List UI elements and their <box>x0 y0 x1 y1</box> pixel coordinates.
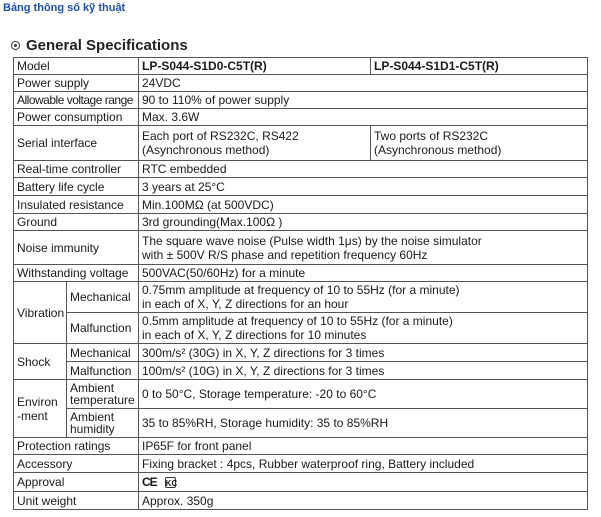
cell-line: -ment <box>17 408 48 423</box>
cell-line: Environ <box>17 394 58 409</box>
section-title: General Specifications <box>26 36 188 54</box>
cell-line: temperature <box>70 393 135 407</box>
cell-line: 0.75mm amplitude at frequency of 10 to 55Hz (for a minute) <box>142 283 460 297</box>
table-row <box>14 161 588 178</box>
row-value <box>139 473 588 492</box>
serial-b-cell <box>371 126 588 161</box>
ce-mark-icon: CE <box>142 475 157 489</box>
row-value: Min.100MΩ (at 500VDC) <box>139 196 588 214</box>
cell-line: with ± 500V R/S phase and repetition frequency 60Hz <box>142 247 428 262</box>
table-row <box>14 92 588 109</box>
sub-label <box>67 409 139 438</box>
row-label: Approval <box>14 473 139 492</box>
table-row <box>14 362 588 380</box>
table-row <box>14 126 588 161</box>
serial-a-cell <box>139 126 371 161</box>
row-value: RTC embedded <box>139 161 588 178</box>
row-value: Approx. 350g <box>139 492 588 510</box>
cell-line: Two ports of RS232C <box>374 129 489 143</box>
row-label: Accessory <box>14 455 139 473</box>
row-value: Max. 3.6W <box>139 109 588 126</box>
row-label: Withstanding voltage <box>14 265 139 282</box>
row-value: 90 to 110% of power supply <box>139 92 588 109</box>
row-value: 35 to 85%RH, Storage humidity: 35 to 85%RH <box>139 409 588 438</box>
table-row <box>14 455 588 473</box>
section-heading <box>11 35 188 55</box>
table-row <box>14 344 588 362</box>
cell-line: Ambient <box>70 410 115 424</box>
row-label: Model <box>14 58 139 75</box>
table-row <box>14 75 588 92</box>
table-row <box>14 265 588 282</box>
row-label: Allowable voltage range <box>14 92 139 109</box>
table-row <box>14 178 588 196</box>
model-a-cell: LP-S044-S1D0-C5T(R) <box>139 58 371 75</box>
table-row <box>14 214 588 231</box>
row-label: Protection ratings <box>14 438 139 455</box>
cell-line: (Asynchronous method) <box>142 143 270 157</box>
table-row <box>14 196 588 214</box>
sub-label: Mechanical <box>67 344 139 362</box>
row-value <box>139 282 588 313</box>
sub-label: Malfunction <box>67 313 139 344</box>
row-value <box>139 231 588 265</box>
table-row <box>14 231 588 265</box>
table-row <box>14 380 588 409</box>
row-value: Fixing bracket : 4pcs, Rubber waterproof ring, Battery included <box>139 455 588 473</box>
cell-line: in each of X, Y, Z directions for 10 minutes <box>142 328 367 342</box>
row-label <box>14 380 67 438</box>
row-value: 300m/s² (30G) in X, Y, Z directions for 3 times <box>139 344 588 362</box>
table-row <box>14 409 588 438</box>
table-row <box>14 492 588 510</box>
cell-line: 0.5mm amplitude at frequency of 10 to 55Hz (for a minute) <box>142 314 453 328</box>
row-label: Unit weight <box>14 492 139 510</box>
table-row <box>14 438 588 455</box>
cell-line: The square wave noise (Pulse width 1μs) by the noise simulator <box>142 233 482 248</box>
table-row <box>14 473 588 492</box>
row-label: Shock <box>14 344 67 380</box>
row-value: 24VDC <box>139 75 588 92</box>
kc-mark-icon: KC <box>165 478 178 488</box>
approval-marks <box>142 475 176 489</box>
bullet-icon <box>11 41 20 50</box>
row-label: Ground <box>14 214 139 231</box>
cell-line: Each port of RS232C, RS422 <box>142 129 299 143</box>
cell-line: humidity <box>70 422 115 436</box>
sub-label: Malfunction <box>67 362 139 380</box>
cell-line: (Asynchronous method) <box>374 143 502 157</box>
spec-sheet-link[interactable]: Bảng thông số kỹ thuật <box>3 2 126 14</box>
row-label: Battery life cycle <box>14 178 139 196</box>
row-value: 500VAC(50/60Hz) for a minute <box>139 265 588 282</box>
row-value: 100m/s² (10G) in X, Y, Z directions for 3 times <box>139 362 588 380</box>
row-value: 3 years at 25°C <box>139 178 588 196</box>
sub-label <box>67 380 139 409</box>
table-row <box>14 58 588 75</box>
row-value: 3rd grounding(Max.100Ω ) <box>139 214 588 231</box>
row-label: Real-time controller <box>14 161 139 178</box>
row-label: Noise immunity <box>14 231 139 265</box>
row-label: Serial interface <box>14 126 139 161</box>
row-label: Insulated resistance <box>14 196 139 214</box>
table-row <box>14 282 588 313</box>
model-b-cell: LP-S044-S1D1-C5T(R) <box>371 58 588 75</box>
row-value <box>139 313 588 344</box>
table-row <box>14 109 588 126</box>
cell-line: Ambient <box>70 381 115 395</box>
sub-label: Mechanical <box>67 282 139 313</box>
specifications-table <box>13 57 588 510</box>
row-label: Vibration <box>14 282 67 344</box>
row-label: Power supply <box>14 75 139 92</box>
cell-line: in each of X, Y, Z directions for an hour <box>142 297 349 311</box>
table-row <box>14 313 588 344</box>
row-value: 0 to 50°C, Storage temperature: -20 to 60°C <box>139 380 588 409</box>
row-value: IP65F for front panel <box>139 438 588 455</box>
row-label: Power consumption <box>14 109 139 126</box>
